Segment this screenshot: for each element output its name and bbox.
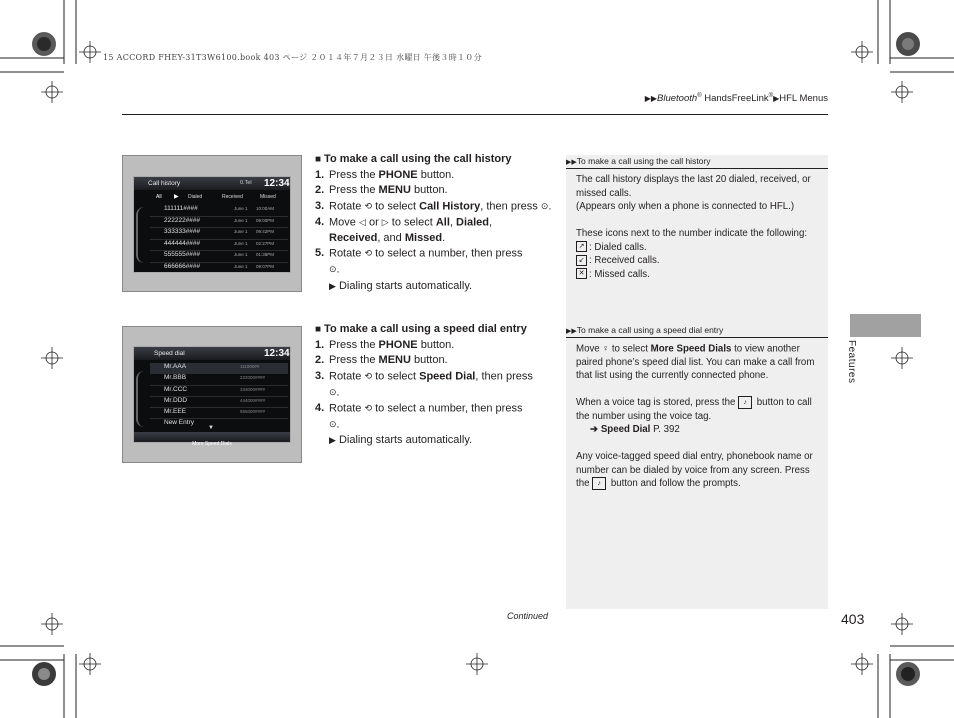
more-arrow-icon: ▼ (208, 425, 214, 431)
breadcrumb-part-bluetooth: Bluetooth (657, 93, 698, 105)
speed-dial-name: Mr.DDD (164, 396, 188, 404)
step-text: to select a number, then press (375, 402, 523, 415)
call-date: June 1 (234, 229, 248, 234)
note-heading-text: To make a call using a speed dial entry (576, 325, 724, 335)
result-arrow-icon: ▶ (329, 435, 336, 446)
section-heading-text: To make a call using a speed dial entry (324, 323, 527, 335)
note-paragraph (576, 342, 822, 383)
list-item[interactable] (150, 228, 288, 240)
note-text: to view another paired phone’s speed dial list. You can make a call from that list using the currently connected phone. (576, 343, 815, 382)
step-item: 5. Rotate ⟲ to select a number, then press ⊙. (315, 247, 523, 277)
step-number: 5. (315, 247, 325, 260)
speed-dial-name: Mr.BBB (164, 374, 187, 382)
step-item (315, 168, 560, 184)
call-date: June 1 (234, 240, 248, 246)
move-down-icon: ♀ (602, 343, 610, 353)
call-date: June 1 (234, 217, 248, 223)
step-number: 3. (315, 369, 325, 382)
registered-mark: ® (697, 93, 702, 99)
tab-dialed[interactable]: Dialed (188, 194, 203, 200)
section-tab-label: Features (846, 340, 857, 384)
step-text: to select (375, 200, 420, 213)
list-item[interactable] (150, 205, 288, 217)
step-result (315, 433, 560, 449)
step-text: , then press (475, 370, 533, 383)
call-time: 01:38PM (256, 252, 275, 257)
speed-dial-number: 333000#### (240, 386, 266, 392)
note-text: to select (611, 343, 651, 355)
step-text: Press the (329, 184, 379, 196)
icon-legend-label: : Dialed calls. (589, 241, 647, 253)
continued-label: Continued (507, 611, 549, 621)
step-item (315, 183, 560, 199)
step-keyword: All (435, 216, 450, 229)
talk-button-icon: ♪ (592, 477, 606, 490)
section-tab (850, 314, 921, 337)
step-text: button. (417, 168, 455, 181)
registered-mark: ® (768, 93, 774, 99)
breadcrumb-arrow-icon: ▶▶ (644, 94, 658, 104)
speed-dial-number: 444000#### (240, 397, 266, 403)
note-spacer (576, 437, 822, 451)
result-text: Dialing starts automatically. (338, 434, 473, 447)
call-number: 444444#### (164, 239, 201, 247)
step-text: button. (417, 338, 455, 351)
call-number: 666666#### (164, 262, 201, 270)
section-heading (315, 152, 560, 168)
call-number: 555555#### (164, 251, 201, 258)
step-text: Rotate (329, 247, 362, 260)
screen-side-arc (136, 371, 146, 427)
list-item[interactable] (150, 374, 288, 385)
reference-keyword[interactable]: Speed Dial (600, 424, 651, 436)
step-text: or (368, 216, 379, 229)
speed-dial-name: Mr.CCC (164, 385, 188, 393)
step-text: Rotate (329, 370, 362, 383)
note-heading (566, 156, 710, 166)
note-spacer (576, 383, 822, 397)
icon-legend-item (576, 254, 822, 268)
move-left-icon: ◁ (358, 216, 366, 227)
note-speed-dial (576, 342, 822, 491)
note-arrow-icon: ▶▶ (566, 159, 577, 166)
speed-dial-list (150, 363, 288, 430)
step-text: Press the (329, 354, 379, 366)
section-heading-text: To make a call using the call history (324, 153, 512, 165)
call-time: 09:42PM (256, 229, 275, 234)
step-text: Press the (329, 168, 379, 181)
screen-clock: 12:34 (264, 348, 290, 359)
step-keyword: Speed Dial (419, 370, 476, 383)
section-heading (315, 322, 560, 338)
printer-slug: 15 ACCORD FHEY-31T3W6100.book 403 ページ ２０１４年７月２３日 水曜日 午後３時１０分 (103, 53, 482, 62)
step-item: 4. Rotate ⟲ to select a number, then press ⊙. (315, 401, 523, 431)
icon-legend-label: : Received calls. (589, 255, 660, 266)
speed-dial-name: Mr.AAA (164, 363, 187, 370)
step-list (315, 168, 560, 279)
call-date: June 1 (234, 252, 248, 257)
note-text: button to call the number using the voice tag. (576, 397, 812, 422)
list-item[interactable] (150, 419, 288, 429)
square-bullet-icon: ■ (315, 324, 322, 335)
step-keyword: PHONE (378, 338, 418, 351)
step-text: Move (329, 216, 356, 229)
list-item[interactable] (150, 263, 288, 274)
step-list (315, 338, 560, 434)
step-text: . (442, 231, 446, 244)
header-rule (122, 114, 828, 115)
step-result (315, 279, 560, 295)
tab-missed[interactable]: Missed (260, 194, 276, 200)
call-history-screenshot (122, 155, 302, 292)
page-number: 403 (841, 611, 865, 627)
note-paragraph (576, 450, 822, 491)
icon-legend-label: : Missed calls. (589, 268, 650, 280)
breadcrumb-part-hfl: HandsFreeLink (701, 93, 769, 105)
call-number: 222222#### (164, 216, 201, 224)
press-knob-icon: ⊙ (329, 418, 337, 429)
more-speed-dials-label: More Speed Dials (192, 441, 232, 447)
call-time: 02:27PM (256, 240, 275, 246)
screen-tab-bar (148, 193, 290, 203)
step-number: 4. (315, 215, 325, 228)
note-paragraph: The call history displays the last 20 dialed, received, or missed calls. (576, 174, 811, 199)
list-item[interactable] (150, 386, 288, 397)
step-item (315, 338, 560, 354)
screen-clock: 12:34 (264, 178, 290, 189)
step-number: 3. (315, 199, 325, 212)
speed-dial-screenshot (122, 326, 302, 463)
tab-arrow-icon: ▶ (174, 194, 179, 200)
note-paragraph: (Appears only when a phone is connected to HFL.) (576, 201, 795, 212)
step-text: Press the (329, 338, 379, 351)
step-text: , (449, 216, 456, 229)
step-item (315, 353, 560, 369)
reference-arrow-icon: ➔ (590, 424, 599, 436)
more-speed-dials-button[interactable] (134, 432, 290, 447)
list-item[interactable] (150, 363, 288, 374)
list-item[interactable] (150, 217, 288, 229)
step-text: Rotate (329, 200, 362, 213)
step-number: 2. (315, 354, 325, 366)
step-keyword: Received (329, 231, 378, 244)
screen-title: Speed dial (154, 350, 185, 357)
rotate-knob-icon: ⟲ (364, 248, 373, 259)
step-keyword: MENU (378, 354, 411, 366)
step-item: 3. Rotate ⟲ to select Speed Dial, then press ⊙. (315, 369, 533, 399)
tab-received[interactable]: Received (222, 194, 243, 200)
step-keyword: MENU (378, 184, 411, 196)
call-date: June 1 (234, 263, 248, 269)
speed-dial-number: 111000## (240, 364, 260, 369)
step-text: to select (375, 370, 420, 383)
note-text: Move (576, 343, 600, 355)
press-knob-icon: ⊙ (329, 264, 337, 275)
call-history-steps (315, 152, 560, 294)
step-text: , (489, 216, 493, 229)
press-knob-icon: ⊙ (540, 200, 549, 211)
call-number: 333333#### (164, 228, 201, 235)
note-rule (566, 168, 828, 169)
speed-dial-steps (315, 322, 560, 449)
note-paragraph (576, 396, 822, 423)
note-call-history (576, 173, 822, 281)
speed-dial-name: New Entry (164, 419, 194, 427)
move-right-icon: ▷ (381, 216, 389, 227)
step-number: 4. (315, 401, 325, 414)
speed-dial-number: 222000#### (240, 375, 266, 381)
call-history-list (150, 205, 288, 273)
step-text: button. (410, 184, 448, 196)
list-item[interactable] (150, 240, 288, 252)
result-text: Dialing starts automatically. (338, 279, 473, 292)
speed-dial-number: 555000#### (240, 409, 266, 415)
step-text: , then press (480, 200, 538, 213)
step-number: 1. (315, 168, 325, 181)
note-text: When a voice tag is stored, press the (576, 397, 736, 409)
call-date: June 1 (234, 206, 248, 211)
step-keyword: Missed (404, 231, 443, 244)
screen-title: Call history (148, 180, 181, 187)
step-text: , and (377, 231, 405, 244)
speed-dial-name: Mr.EEE (164, 408, 187, 416)
note-text: button and follow the prompts. (610, 478, 741, 490)
note-heading (566, 325, 723, 335)
result-arrow-icon: ▶ (329, 280, 336, 291)
call-time: 09:00PM (256, 217, 275, 223)
note-spacer (576, 214, 822, 228)
step-text: button. (410, 354, 448, 366)
list-item[interactable] (150, 397, 288, 408)
list-item[interactable] (150, 251, 288, 263)
rotate-knob-icon: ⟲ (364, 370, 373, 381)
rotate-knob-icon: ⟲ (364, 402, 373, 413)
note-arrow-icon: ▶▶ (566, 328, 577, 335)
rotate-knob-icon: ⟲ (364, 200, 373, 211)
step-keyword: Dialed (456, 216, 490, 229)
breadcrumb (645, 93, 828, 104)
tab-all[interactable]: All (156, 194, 162, 200)
square-bullet-icon: ■ (315, 154, 322, 165)
received-call-icon: ↙ (576, 255, 587, 266)
note-heading-text: To make a call using the call history (576, 156, 711, 166)
step-text: to select (391, 216, 436, 229)
cross-reference (576, 423, 822, 437)
call-time: 09:07PM (256, 263, 275, 269)
step-keyword: Call History (419, 200, 481, 213)
note-rule (566, 337, 828, 338)
screen-side-arc (136, 207, 146, 263)
speed-dial-screen (133, 346, 291, 447)
step-keyword: PHONE (378, 168, 418, 181)
call-history-screen (133, 176, 291, 273)
press-knob-icon: ⊙ (329, 386, 337, 397)
reference-page: P. 392 (653, 424, 680, 436)
call-number: 111111#### (164, 205, 198, 212)
dialed-call-icon: ↗ (576, 241, 587, 252)
step-text: to select a number, then press (375, 247, 523, 260)
note-text: Any voice-tagged speed dial entry, phonebook name or number can be dialed by voice from any screen. Press the (576, 451, 813, 490)
talk-button-icon: ♪ (738, 396, 752, 409)
icon-legend-item (576, 241, 822, 255)
note-paragraph: These icons next to the number indicate the following: (576, 228, 808, 239)
step-text: Rotate (329, 402, 362, 415)
step-number: 2. (315, 184, 325, 196)
call-time: 10:00AM (256, 206, 275, 211)
breadcrumb-arrow-icon: ▶ (773, 94, 780, 104)
step-item: 3. Rotate ⟲ to select Call History, then press ⊙. (315, 199, 552, 213)
screen-status: 0.Tel (240, 180, 252, 186)
list-item[interactable] (150, 408, 288, 419)
step-number: 1. (315, 338, 325, 351)
step-item (315, 215, 560, 247)
missed-call-icon: ✕ (576, 268, 587, 279)
note-keyword: More Speed Dials (650, 343, 732, 355)
icon-legend-item (576, 268, 822, 282)
breadcrumb-part-menus: HFL Menus (779, 93, 828, 105)
